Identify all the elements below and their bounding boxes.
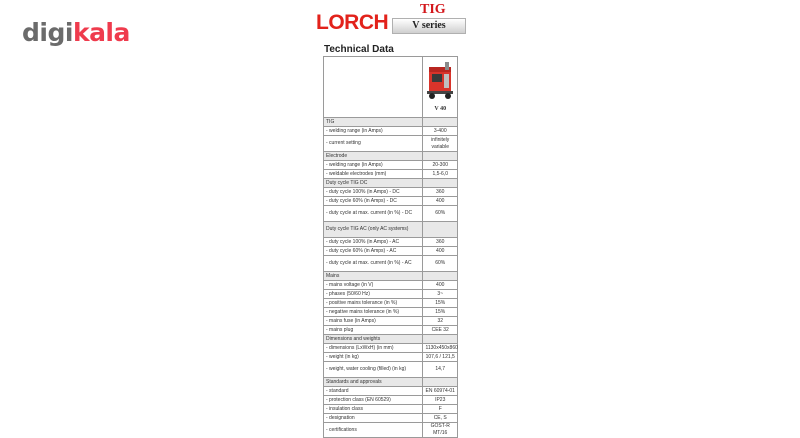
spec-label: Electrode	[324, 152, 423, 161]
spec-value: 15%	[423, 299, 458, 308]
spec-value: 360	[423, 238, 458, 247]
table-row	[324, 317, 458, 326]
table-row	[324, 387, 458, 396]
spec-value	[423, 152, 458, 161]
spec-value: 400	[423, 281, 458, 290]
table-row	[324, 238, 458, 247]
spec-label: - duty cycle at max. current (in %) - AC	[324, 256, 423, 272]
spec-value: 400	[423, 197, 458, 206]
spec-label: - phases (50/60 Hz)	[324, 290, 423, 299]
table-row	[324, 326, 458, 335]
spec-value: GOST-R MT/16	[423, 423, 458, 438]
spec-label: - positive mains tolerance (in %)	[324, 299, 423, 308]
spec-label: - dimensions (LxWxH) (in mm)	[324, 344, 423, 353]
spec-value: 1,5-6,0	[423, 170, 458, 179]
series-label: V series	[392, 18, 466, 34]
process-label: TIG	[420, 2, 446, 17]
spec-label: - insulation class	[324, 405, 423, 414]
table-row	[324, 136, 458, 152]
spec-label: Mains	[324, 272, 423, 281]
spec-value: CE, S	[423, 414, 458, 423]
spec-value: 60%	[423, 206, 458, 222]
table-row	[324, 362, 458, 378]
spec-label: TIG	[324, 118, 423, 127]
logo-text-part1: digi	[22, 18, 73, 47]
spec-label: Duty cycle TIG AC (only AC systems)	[324, 222, 423, 238]
table-row	[324, 423, 458, 438]
technical-data-table	[323, 56, 458, 438]
section-row	[324, 335, 458, 344]
table-row	[324, 281, 458, 290]
spec-label: Duty cycle TIG DC	[324, 179, 423, 188]
spec-label: - duty cycle 100% (in Amps) - AC	[324, 238, 423, 247]
table-row	[324, 290, 458, 299]
spec-value: IP23	[423, 396, 458, 405]
table-row	[324, 256, 458, 272]
table-row	[324, 414, 458, 423]
table-body	[324, 57, 458, 438]
spec-label: - welding range (in Amps)	[324, 161, 423, 170]
spec-value: 15%	[423, 308, 458, 317]
table-row	[324, 299, 458, 308]
table-row	[324, 197, 458, 206]
spec-label: - weight, water cooling (filled) (in kg)	[324, 362, 423, 378]
table-row	[324, 188, 458, 197]
spec-value: 360	[423, 188, 458, 197]
table-row	[324, 308, 458, 317]
spec-value: 1130x450x860	[423, 344, 458, 353]
table-row	[324, 206, 458, 222]
spec-value: F	[423, 405, 458, 414]
sheet-title: Technical Data	[324, 44, 394, 55]
spec-label: Dimensions and weights	[324, 335, 423, 344]
spec-value: 32	[423, 317, 458, 326]
welder-machine-image	[427, 61, 453, 101]
table-row	[324, 161, 458, 170]
spec-label: - welding range (in Amps)	[324, 127, 423, 136]
spec-label: - standard	[324, 387, 423, 396]
spec-label: - certifications	[324, 423, 423, 438]
site-logo[interactable]	[22, 18, 130, 47]
table-header-row	[324, 57, 458, 118]
spec-value: 60%	[423, 256, 458, 272]
spec-value	[423, 335, 458, 344]
brand-name: LORCH	[316, 11, 389, 34]
spec-value: infinitely variable	[423, 136, 458, 152]
spec-label: - designation	[324, 414, 423, 423]
spec-label: - duty cycle 60% (in Amps) - AC	[324, 247, 423, 256]
spec-value: 400	[423, 247, 458, 256]
spec-label: - duty cycle 60% (in Amps) - DC	[324, 197, 423, 206]
spec-value	[423, 222, 458, 238]
model-name: V 40	[434, 106, 447, 112]
spec-label: - duty cycle 100% (in Amps) - DC	[324, 188, 423, 197]
spec-label: - weight (in kg)	[324, 353, 423, 362]
logo-text-part2: kala	[72, 18, 130, 47]
spec-value: EN 60974-01	[423, 387, 458, 396]
spec-value: 3~	[423, 290, 458, 299]
spec-value: 3-400	[423, 127, 458, 136]
spec-label: - duty cycle at max. current (in %) - DC	[324, 206, 423, 222]
spec-label: - weldable electrodes (mm)	[324, 170, 423, 179]
spec-label: - mains fuse (in Amps)	[324, 317, 423, 326]
spec-value: CEE 32	[423, 326, 458, 335]
spec-label: - mains plug	[324, 326, 423, 335]
spec-value	[423, 272, 458, 281]
product-image-cell	[423, 57, 458, 118]
section-row	[324, 272, 458, 281]
spec-label: - negative mains tolerance (in %)	[324, 308, 423, 317]
table-row	[324, 344, 458, 353]
header-empty-cell	[324, 57, 423, 118]
spec-value: 107,6 / 121,5	[423, 353, 458, 362]
table-row	[324, 170, 458, 179]
spec-label: - protection class (EN 60529)	[324, 396, 423, 405]
section-row	[324, 378, 458, 387]
spec-value	[423, 179, 458, 188]
spec-value: 14,7	[423, 362, 458, 378]
section-row	[324, 118, 458, 127]
spec-value: 20-300	[423, 161, 458, 170]
table-row	[324, 127, 458, 136]
section-row	[324, 152, 458, 161]
table-row	[324, 247, 458, 256]
spec-value	[423, 118, 458, 127]
spec-label: - current setting	[324, 136, 423, 152]
section-row	[324, 179, 458, 188]
section-row	[324, 222, 458, 238]
table-row	[324, 405, 458, 414]
spec-label: Standards and approvals	[324, 378, 423, 387]
table-row	[324, 396, 458, 405]
spec-label: - mains voltage (in V)	[324, 281, 423, 290]
spec-value	[423, 378, 458, 387]
table-row	[324, 353, 458, 362]
